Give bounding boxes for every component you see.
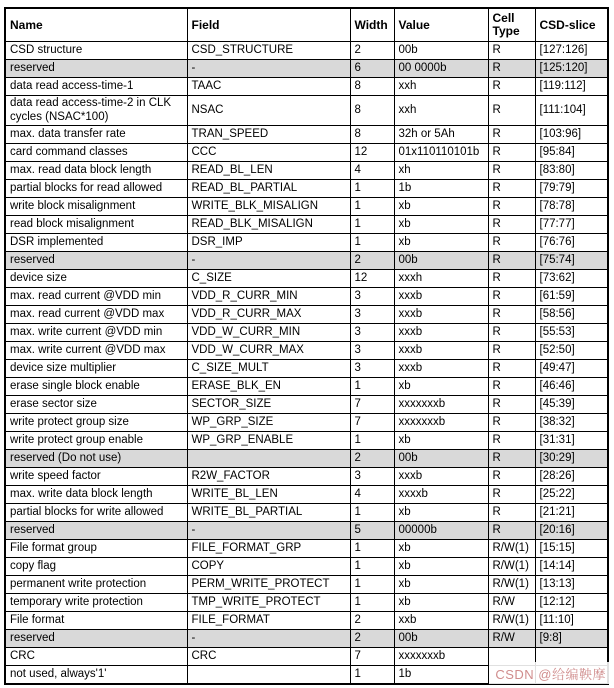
cell-field xyxy=(187,666,350,685)
cell-cell_type: R/W xyxy=(488,630,535,648)
column-header-width: Width xyxy=(350,8,394,42)
cell-name: write speed factor xyxy=(5,468,187,486)
cell-cell_type: R xyxy=(488,234,535,252)
cell-width: 5 xyxy=(350,522,394,540)
cell-value: 00000b xyxy=(394,522,488,540)
cell-cell_type: R/W(1) xyxy=(488,540,535,558)
cell-width: 2 xyxy=(350,630,394,648)
cell-slice: [46:46] xyxy=(535,378,608,396)
table-row xyxy=(5,96,608,126)
cell-value: 01x110110101b xyxy=(394,144,488,162)
cell-slice: [11:10] xyxy=(535,612,608,630)
cell-field: CSD_STRUCTURE xyxy=(187,42,350,60)
cell-name: erase single block enable xyxy=(5,378,187,396)
cell-slice: [127:126] xyxy=(535,42,608,60)
table-row xyxy=(5,486,608,504)
cell-value: xb xyxy=(394,576,488,594)
cell-value: xb xyxy=(394,504,488,522)
cell-value: xb xyxy=(394,234,488,252)
cell-name: temporary write protection xyxy=(5,594,187,612)
cell-width: 2 xyxy=(350,252,394,270)
cell-slice: [31:31] xyxy=(535,432,608,450)
cell-value: xxxxxxxb xyxy=(394,414,488,432)
cell-width: 7 xyxy=(350,648,394,666)
cell-cell_type: R xyxy=(488,324,535,342)
table-row xyxy=(5,648,608,666)
table-row xyxy=(5,342,608,360)
cell-cell_type: R xyxy=(488,504,535,522)
cell-slice: [20:16] xyxy=(535,522,608,540)
table-row xyxy=(5,612,608,630)
cell-width: 12 xyxy=(350,144,394,162)
cell-slice xyxy=(535,666,608,685)
cell-value: xb xyxy=(394,432,488,450)
cell-field: CCC xyxy=(187,144,350,162)
cell-field: - xyxy=(187,252,350,270)
cell-cell_type: R xyxy=(488,288,535,306)
cell-field: PERM_WRITE_PROTECT xyxy=(187,576,350,594)
cell-field: WP_GRP_SIZE xyxy=(187,414,350,432)
cell-value: xh xyxy=(394,162,488,180)
table-row xyxy=(5,78,608,96)
cell-name: device size xyxy=(5,270,187,288)
cell-slice: [15:15] xyxy=(535,540,608,558)
cell-cell_type: R xyxy=(488,144,535,162)
table-row xyxy=(5,180,608,198)
table-row xyxy=(5,666,608,685)
cell-slice: [55:53] xyxy=(535,324,608,342)
cell-slice: [45:39] xyxy=(535,396,608,414)
csd-register-table xyxy=(4,7,609,685)
cell-width: 12 xyxy=(350,270,394,288)
table-row xyxy=(5,60,608,78)
cell-cell_type: R/W(1) xyxy=(488,558,535,576)
cell-slice: [28:26] xyxy=(535,468,608,486)
cell-width: 1 xyxy=(350,378,394,396)
cell-value: 1b xyxy=(394,180,488,198)
cell-slice: [58:56] xyxy=(535,306,608,324)
cell-width: 1 xyxy=(350,234,394,252)
cell-slice xyxy=(535,648,608,666)
cell-field: READ_BL_LEN xyxy=(187,162,350,180)
cell-name: card command classes xyxy=(5,144,187,162)
cell-value: xxxxb xyxy=(394,486,488,504)
table-row xyxy=(5,576,608,594)
cell-slice: [38:32] xyxy=(535,414,608,432)
cell-field: CRC xyxy=(187,648,350,666)
cell-field: WRITE_BL_LEN xyxy=(187,486,350,504)
cell-width: 3 xyxy=(350,360,394,378)
table-row xyxy=(5,252,608,270)
cell-value: xxxb xyxy=(394,468,488,486)
cell-slice: [125:120] xyxy=(535,60,608,78)
cell-width: 7 xyxy=(350,396,394,414)
cell-value: xxxh xyxy=(394,270,488,288)
cell-value: xxxxxxxb xyxy=(394,648,488,666)
cell-width: 8 xyxy=(350,96,394,126)
cell-value: xxxb xyxy=(394,306,488,324)
cell-name: write protect group enable xyxy=(5,432,187,450)
cell-field: DSR_IMP xyxy=(187,234,350,252)
csd-table-body xyxy=(5,42,608,685)
cell-name: write protect group size xyxy=(5,414,187,432)
cell-slice: [12:12] xyxy=(535,594,608,612)
cell-cell_type: R xyxy=(488,450,535,468)
cell-name: data read access-time-2 in CLK cycles (NSAC*100) xyxy=(5,96,187,126)
cell-value: 00b xyxy=(394,252,488,270)
table-row xyxy=(5,450,608,468)
table-row xyxy=(5,126,608,144)
cell-slice: [25:22] xyxy=(535,486,608,504)
cell-field: READ_BL_PARTIAL xyxy=(187,180,350,198)
cell-slice: [78:78] xyxy=(535,198,608,216)
table-row xyxy=(5,306,608,324)
cell-cell_type: R xyxy=(488,468,535,486)
cell-value: xxb xyxy=(394,612,488,630)
cell-cell_type: R xyxy=(488,162,535,180)
table-row xyxy=(5,522,608,540)
cell-width: 4 xyxy=(350,486,394,504)
cell-name: reserved (Do not use) xyxy=(5,450,187,468)
cell-slice: [77:77] xyxy=(535,216,608,234)
cell-width: 1 xyxy=(350,666,394,685)
cell-field: COPY xyxy=(187,558,350,576)
cell-cell_type: R xyxy=(488,522,535,540)
cell-field: FILE_FORMAT_GRP xyxy=(187,540,350,558)
cell-name: CRC xyxy=(5,648,187,666)
cell-name: write block misalignment xyxy=(5,198,187,216)
table-row xyxy=(5,468,608,486)
cell-value: xb xyxy=(394,216,488,234)
cell-cell_type: R/W xyxy=(488,594,535,612)
cell-value: xb xyxy=(394,378,488,396)
csdn-watermark: CSDN @给编鞅摩 xyxy=(489,662,609,684)
column-header-field: Field xyxy=(187,8,350,42)
cell-width: 1 xyxy=(350,504,394,522)
cell-value: xb xyxy=(394,558,488,576)
cell-field xyxy=(187,450,350,468)
cell-cell_type: R/W(1) xyxy=(488,576,535,594)
cell-cell_type: R xyxy=(488,360,535,378)
cell-name: max. read current @VDD min xyxy=(5,288,187,306)
table-row xyxy=(5,594,608,612)
cell-cell_type: R xyxy=(488,396,535,414)
cell-name: max. read data block length xyxy=(5,162,187,180)
cell-name: max. data transfer rate xyxy=(5,126,187,144)
cell-field: WRITE_BL_PARTIAL xyxy=(187,504,350,522)
cell-field: SECTOR_SIZE xyxy=(187,396,350,414)
cell-slice: [21:21] xyxy=(535,504,608,522)
cell-name: reserved xyxy=(5,252,187,270)
header-row xyxy=(5,8,608,42)
cell-slice: [49:47] xyxy=(535,360,608,378)
cell-name: read block misalignment xyxy=(5,216,187,234)
cell-field: NSAC xyxy=(187,96,350,126)
cell-width: 1 xyxy=(350,216,394,234)
cell-slice: [75:74] xyxy=(535,252,608,270)
cell-width: 6 xyxy=(350,60,394,78)
cell-cell_type: R xyxy=(488,414,535,432)
cell-slice: [79:79] xyxy=(535,180,608,198)
cell-slice: [119:112] xyxy=(535,78,608,96)
cell-width: 3 xyxy=(350,468,394,486)
cell-width: 1 xyxy=(350,576,394,594)
cell-value: 32h or 5Ah xyxy=(394,126,488,144)
cell-cell_type: R/W(1) xyxy=(488,612,535,630)
cell-cell_type: R xyxy=(488,252,535,270)
cell-value: xxxb xyxy=(394,360,488,378)
cell-width: 1 xyxy=(350,198,394,216)
table-row xyxy=(5,540,608,558)
table-row xyxy=(5,234,608,252)
cell-width: 2 xyxy=(350,450,394,468)
cell-width: 1 xyxy=(350,594,394,612)
table-row xyxy=(5,378,608,396)
column-header-cell_type: Cell Type xyxy=(488,8,535,42)
cell-name: max. read current @VDD max xyxy=(5,306,187,324)
cell-width: 1 xyxy=(350,432,394,450)
cell-field: WP_GRP_ENABLE xyxy=(187,432,350,450)
table-row xyxy=(5,270,608,288)
column-header-name: Name xyxy=(5,8,187,42)
cell-field: C_SIZE_MULT xyxy=(187,360,350,378)
cell-width: 3 xyxy=(350,288,394,306)
cell-name: File format group xyxy=(5,540,187,558)
cell-field: TAAC xyxy=(187,78,350,96)
cell-value: 1b xyxy=(394,666,488,685)
cell-name: permanent write protection xyxy=(5,576,187,594)
cell-cell_type: R xyxy=(488,486,535,504)
cell-width: 4 xyxy=(350,162,394,180)
cell-name: max. write data block length xyxy=(5,486,187,504)
table-row xyxy=(5,630,608,648)
cell-width: 1 xyxy=(350,558,394,576)
cell-cell_type xyxy=(488,666,535,685)
table-row xyxy=(5,288,608,306)
cell-field: VDD_W_CURR_MIN xyxy=(187,324,350,342)
cell-value: 00b xyxy=(394,450,488,468)
cell-slice: [83:80] xyxy=(535,162,608,180)
cell-field: - xyxy=(187,522,350,540)
cell-value: xxh xyxy=(394,78,488,96)
column-header-value: Value xyxy=(394,8,488,42)
cell-name: reserved xyxy=(5,522,187,540)
cell-cell_type: R xyxy=(488,96,535,126)
cell-value: 00 0000b xyxy=(394,60,488,78)
cell-field: VDD_R_CURR_MAX xyxy=(187,306,350,324)
cell-field: - xyxy=(187,60,350,78)
cell-name: data read access-time-1 xyxy=(5,78,187,96)
cell-slice: [103:96] xyxy=(535,126,608,144)
cell-width: 1 xyxy=(350,180,394,198)
table-row xyxy=(5,504,608,522)
cell-value: xb xyxy=(394,594,488,612)
cell-slice: [111:104] xyxy=(535,96,608,126)
cell-cell_type: R xyxy=(488,306,535,324)
cell-name: CSD structure xyxy=(5,42,187,60)
cell-slice: [73:62] xyxy=(535,270,608,288)
cell-slice: [52:50] xyxy=(535,342,608,360)
cell-width: 1 xyxy=(350,540,394,558)
cell-cell_type: R xyxy=(488,180,535,198)
cell-field: FILE_FORMAT xyxy=(187,612,350,630)
cell-name: erase sector size xyxy=(5,396,187,414)
cell-slice: [30:29] xyxy=(535,450,608,468)
cell-slice: [95:84] xyxy=(535,144,608,162)
cell-name: reserved xyxy=(5,60,187,78)
table-row xyxy=(5,42,608,60)
cell-field: READ_BLK_MISALIGN xyxy=(187,216,350,234)
cell-name: File format xyxy=(5,612,187,630)
cell-cell_type: R xyxy=(488,198,535,216)
cell-value: xb xyxy=(394,198,488,216)
cell-value: 00b xyxy=(394,42,488,60)
cell-value: xb xyxy=(394,540,488,558)
cell-field: R2W_FACTOR xyxy=(187,468,350,486)
cell-field: TMP_WRITE_PROTECT xyxy=(187,594,350,612)
cell-width: 2 xyxy=(350,612,394,630)
cell-cell_type: R xyxy=(488,432,535,450)
cell-cell_type: R xyxy=(488,270,535,288)
table-row xyxy=(5,396,608,414)
table-row xyxy=(5,162,608,180)
cell-slice: [61:59] xyxy=(535,288,608,306)
cell-width: 7 xyxy=(350,414,394,432)
cell-cell_type: R xyxy=(488,78,535,96)
table-row xyxy=(5,144,608,162)
cell-width: 3 xyxy=(350,324,394,342)
cell-value: 00b xyxy=(394,630,488,648)
cell-cell_type: R xyxy=(488,378,535,396)
column-header-slice: CSD-slice xyxy=(535,8,608,42)
cell-cell_type: R xyxy=(488,60,535,78)
cell-field: VDD_R_CURR_MIN xyxy=(187,288,350,306)
cell-width: 8 xyxy=(350,78,394,96)
cell-width: 3 xyxy=(350,342,394,360)
cell-field: TRAN_SPEED xyxy=(187,126,350,144)
cell-slice: [13:13] xyxy=(535,576,608,594)
cell-slice: [9:8] xyxy=(535,630,608,648)
cell-value: xxxb xyxy=(394,288,488,306)
table-row xyxy=(5,558,608,576)
cell-value: xxxb xyxy=(394,324,488,342)
table-row xyxy=(5,414,608,432)
cell-name: partial blocks for write allowed xyxy=(5,504,187,522)
cell-width: 8 xyxy=(350,126,394,144)
cell-field: ERASE_BLK_EN xyxy=(187,378,350,396)
cell-cell_type: R xyxy=(488,342,535,360)
table-row xyxy=(5,324,608,342)
cell-field: C_SIZE xyxy=(187,270,350,288)
cell-width: 3 xyxy=(350,306,394,324)
cell-cell_type: R xyxy=(488,42,535,60)
table-row xyxy=(5,360,608,378)
cell-name: not used, always'1' xyxy=(5,666,187,685)
cell-value: xxh xyxy=(394,96,488,126)
cell-cell_type xyxy=(488,648,535,666)
table-row xyxy=(5,216,608,234)
table-row xyxy=(5,198,608,216)
cell-name: device size multiplier xyxy=(5,360,187,378)
cell-value: xxxb xyxy=(394,342,488,360)
cell-field: WRITE_BLK_MISALIGN xyxy=(187,198,350,216)
cell-field: - xyxy=(187,630,350,648)
cell-name: copy flag xyxy=(5,558,187,576)
cell-name: partial blocks for read allowed xyxy=(5,180,187,198)
cell-slice: [14:14] xyxy=(535,558,608,576)
table-row xyxy=(5,432,608,450)
cell-slice: [76:76] xyxy=(535,234,608,252)
cell-cell_type: R xyxy=(488,126,535,144)
cell-cell_type: R xyxy=(488,216,535,234)
cell-name: max. write current @VDD max xyxy=(5,342,187,360)
cell-name: reserved xyxy=(5,630,187,648)
cell-value: xxxxxxxb xyxy=(394,396,488,414)
cell-name: max. write current @VDD min xyxy=(5,324,187,342)
cell-field: VDD_W_CURR_MAX xyxy=(187,342,350,360)
cell-width: 2 xyxy=(350,42,394,60)
cell-name: DSR implemented xyxy=(5,234,187,252)
